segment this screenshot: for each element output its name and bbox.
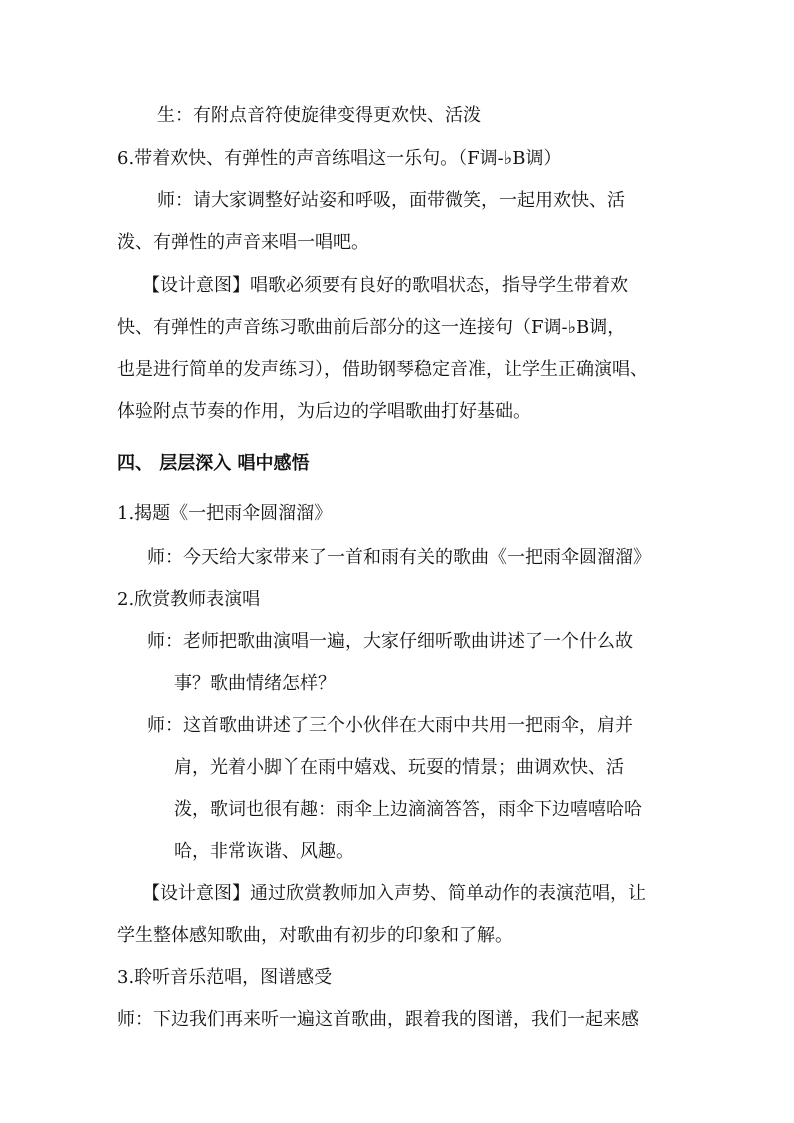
text-line-3: 师：请大家调整好站姿和呼吸，面带微笑，一起用欢快、活 bbox=[157, 190, 625, 211]
text-line-12: 2.欣赏教师表演唱 bbox=[117, 589, 261, 610]
text-line-17: 泼，歌词也很有趣：雨伞上边滴滴答答，雨伞下边嘻嘻哈哈 bbox=[174, 799, 642, 820]
text-line-8: 体验附点节奏的作用，为后边的学唱歌曲打好基础。 bbox=[117, 401, 531, 422]
section-heading: 四、 层层深入 唱中感悟 bbox=[117, 453, 310, 474]
text-line-21: 3.聆听音乐范唱，图谱感受 bbox=[117, 967, 333, 988]
text-line-18: 哈，非常诙谐、风趣。 bbox=[174, 841, 354, 862]
text-line-20: 学生整体感知歌曲，对歌曲有初步的印象和了解。 bbox=[117, 925, 513, 946]
text-line-16: 肩，光着小脚丫在雨中嬉戏、玩耍的情景；曲调欢快、活 bbox=[174, 757, 624, 778]
text-line-10: 1.揭题《一把雨伞圆溜溜》 bbox=[117, 503, 333, 524]
text-line-22: 师：下边我们再来听一遍这首歌曲，跟着我的图谱，我们一起来感 bbox=[117, 1009, 639, 1030]
text-line-1: 生：有附点音符使旋律变得更欢快、活泼 bbox=[157, 105, 481, 126]
text-line-14: 事？歌曲情绪怎样？ bbox=[174, 673, 336, 694]
text-line-19: 【设计意图】通过欣赏教师加入声势、简单动作的表演范唱，让 bbox=[142, 883, 646, 904]
text-line-15: 师：这首歌曲讲述了三个小伙伴在大雨中共用一把雨伞，肩并 bbox=[147, 715, 633, 736]
text-line-6: 快、有弹性的声音练习歌曲前后部分的这一连接句（F调-♭B调， bbox=[117, 317, 626, 338]
text-line-13: 师：老师把歌曲演唱一遍，大家仔细听歌曲讲述了一个什么故 bbox=[147, 631, 633, 652]
text-line-4: 泼、有弹性的声音来唱一唱吧。 bbox=[117, 232, 369, 253]
text-line-7: 也是进行简单的发声练习），借助钢琴稳定音准，让学生正确演唱、 bbox=[117, 359, 648, 380]
text-line-11: 师：今天给大家带来了一首和雨有关的歌曲《一把雨伞圆溜溜》 bbox=[147, 547, 651, 568]
text-line-5: 【设计意图】唱歌必须要有良好的歌唱状态，指导学生带着欢 bbox=[142, 275, 628, 296]
text-line-2: 6.带着欢快、有弹性的声音练唱这一乐句。（F调-♭B调） bbox=[117, 148, 562, 169]
